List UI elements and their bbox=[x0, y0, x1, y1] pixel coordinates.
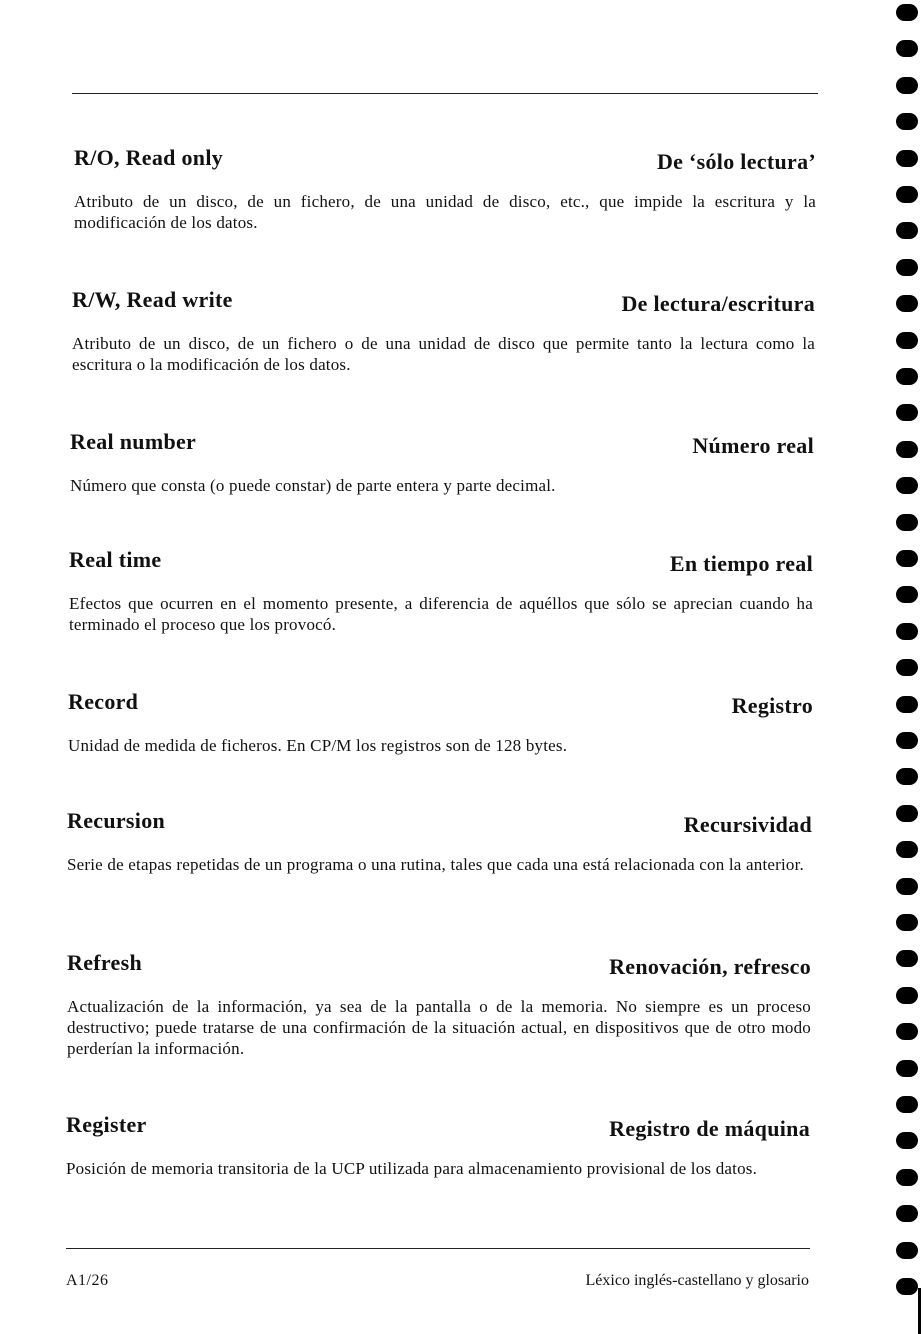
term-definition: Atributo de un disco, de un fichero, de una unidad de disco, etc., que impide la escritura y la modificación de los datos. bbox=[74, 192, 816, 232]
binder-hole bbox=[896, 186, 918, 203]
binder-hole bbox=[896, 40, 918, 57]
binder-hole bbox=[896, 77, 918, 94]
binder-hole bbox=[896, 332, 918, 349]
binder-hole bbox=[896, 295, 918, 312]
binder-hole bbox=[896, 623, 918, 640]
term-english: R/O, Read only bbox=[74, 145, 224, 170]
term-definition: Actualización de la información, ya sea de la pantalla o de la memoria. No siempre es un proceso destructivo; puede tratarse de una confirmación de la situación actual, en dispositivos que de otro modo perderían la información. bbox=[67, 997, 811, 1058]
term-english: R/W, Read write bbox=[72, 287, 233, 312]
section-title: Léxico inglés-castellano y glosario bbox=[585, 1272, 809, 1289]
binder-hole bbox=[896, 514, 918, 531]
term-definition: Serie de etapas repetidas de un programa o una rutina, tales que cada una está relacionada con la anterior. bbox=[67, 855, 804, 874]
term-spanish: Renovación, refresco bbox=[609, 954, 811, 979]
binder-hole bbox=[896, 586, 918, 603]
binder-hole bbox=[896, 1205, 918, 1222]
binder-hole bbox=[896, 1096, 918, 1113]
binder-hole bbox=[896, 477, 918, 494]
binder-hole bbox=[896, 4, 918, 21]
binder-hole bbox=[896, 368, 918, 385]
glossary-entry bbox=[69, 547, 813, 635]
binder-hole bbox=[896, 841, 918, 858]
binder-hole bbox=[896, 768, 918, 785]
term-english: Real time bbox=[69, 547, 162, 572]
binder-hole bbox=[896, 222, 918, 239]
term-definition: Efectos que ocurren en el momento presente, a diferencia de aquéllos que sólo se aprecian cuando ha terminado el proceso que los provocó. bbox=[69, 594, 813, 634]
glossary-entry bbox=[67, 950, 811, 1059]
binder-hole bbox=[896, 805, 918, 822]
header-rule bbox=[72, 93, 818, 94]
binder-hole bbox=[896, 259, 918, 276]
binder-hole bbox=[896, 950, 918, 967]
binder-hole bbox=[896, 659, 918, 676]
term-definition: Número que consta (o puede constar) de parte entera y parte decimal. bbox=[70, 476, 556, 495]
term-spanish: Número real bbox=[692, 433, 814, 458]
term-spanish: En tiempo real bbox=[669, 551, 813, 576]
binder-hole bbox=[896, 987, 918, 1004]
binder-hole bbox=[896, 732, 918, 749]
term-english: Record bbox=[68, 689, 139, 714]
glossary-entry bbox=[68, 689, 813, 756]
glossary-entry bbox=[66, 1112, 810, 1179]
binder-hole bbox=[896, 441, 918, 458]
term-definition: Unidad de medida de ficheros. En CP/M los registros son de 128 bytes. bbox=[68, 736, 568, 755]
term-spanish: Registro de máquina bbox=[609, 1116, 810, 1141]
term-english: Register bbox=[66, 1112, 147, 1137]
binder-hole bbox=[896, 914, 918, 931]
binder-hole bbox=[896, 150, 918, 167]
term-spanish: De lectura/escritura bbox=[621, 291, 815, 316]
binder-hole bbox=[896, 404, 918, 421]
binder-hole bbox=[896, 1060, 918, 1077]
term-english: Real number bbox=[70, 429, 197, 454]
term-english: Refresh bbox=[67, 950, 143, 975]
binder-hole bbox=[896, 1023, 918, 1040]
footer-rule bbox=[66, 1248, 810, 1249]
term-definition: Atributo de un disco, de un fichero o de una unidad de disco que permite tanto la lectura como la escritura o la modificación de los datos. bbox=[72, 334, 815, 374]
term-definition: Posición de memoria transitoria de la UCP utilizada para almacenamiento provisional de los datos. bbox=[66, 1159, 758, 1178]
page-number: A1/26 bbox=[66, 1272, 109, 1289]
glossary-entry bbox=[74, 145, 816, 233]
binder-hole bbox=[896, 113, 918, 130]
term-spanish: Registro bbox=[731, 693, 813, 718]
term-spanish: De ‘sólo lectura’ bbox=[656, 149, 816, 174]
term-spanish: Recursividad bbox=[683, 812, 812, 837]
glossary-entry bbox=[70, 429, 814, 496]
term-english: Recursion bbox=[67, 808, 166, 833]
glossary-entry bbox=[67, 808, 812, 875]
binder-hole bbox=[896, 1169, 918, 1186]
binder-hole bbox=[896, 696, 918, 713]
binder-hole bbox=[896, 1278, 918, 1295]
binder-hole bbox=[896, 1132, 918, 1149]
binder-hole bbox=[896, 1242, 918, 1259]
binder-hole bbox=[896, 550, 918, 567]
glossary-entry bbox=[72, 287, 815, 375]
binder-edge bbox=[918, 1288, 921, 1334]
binder-hole bbox=[896, 878, 918, 895]
